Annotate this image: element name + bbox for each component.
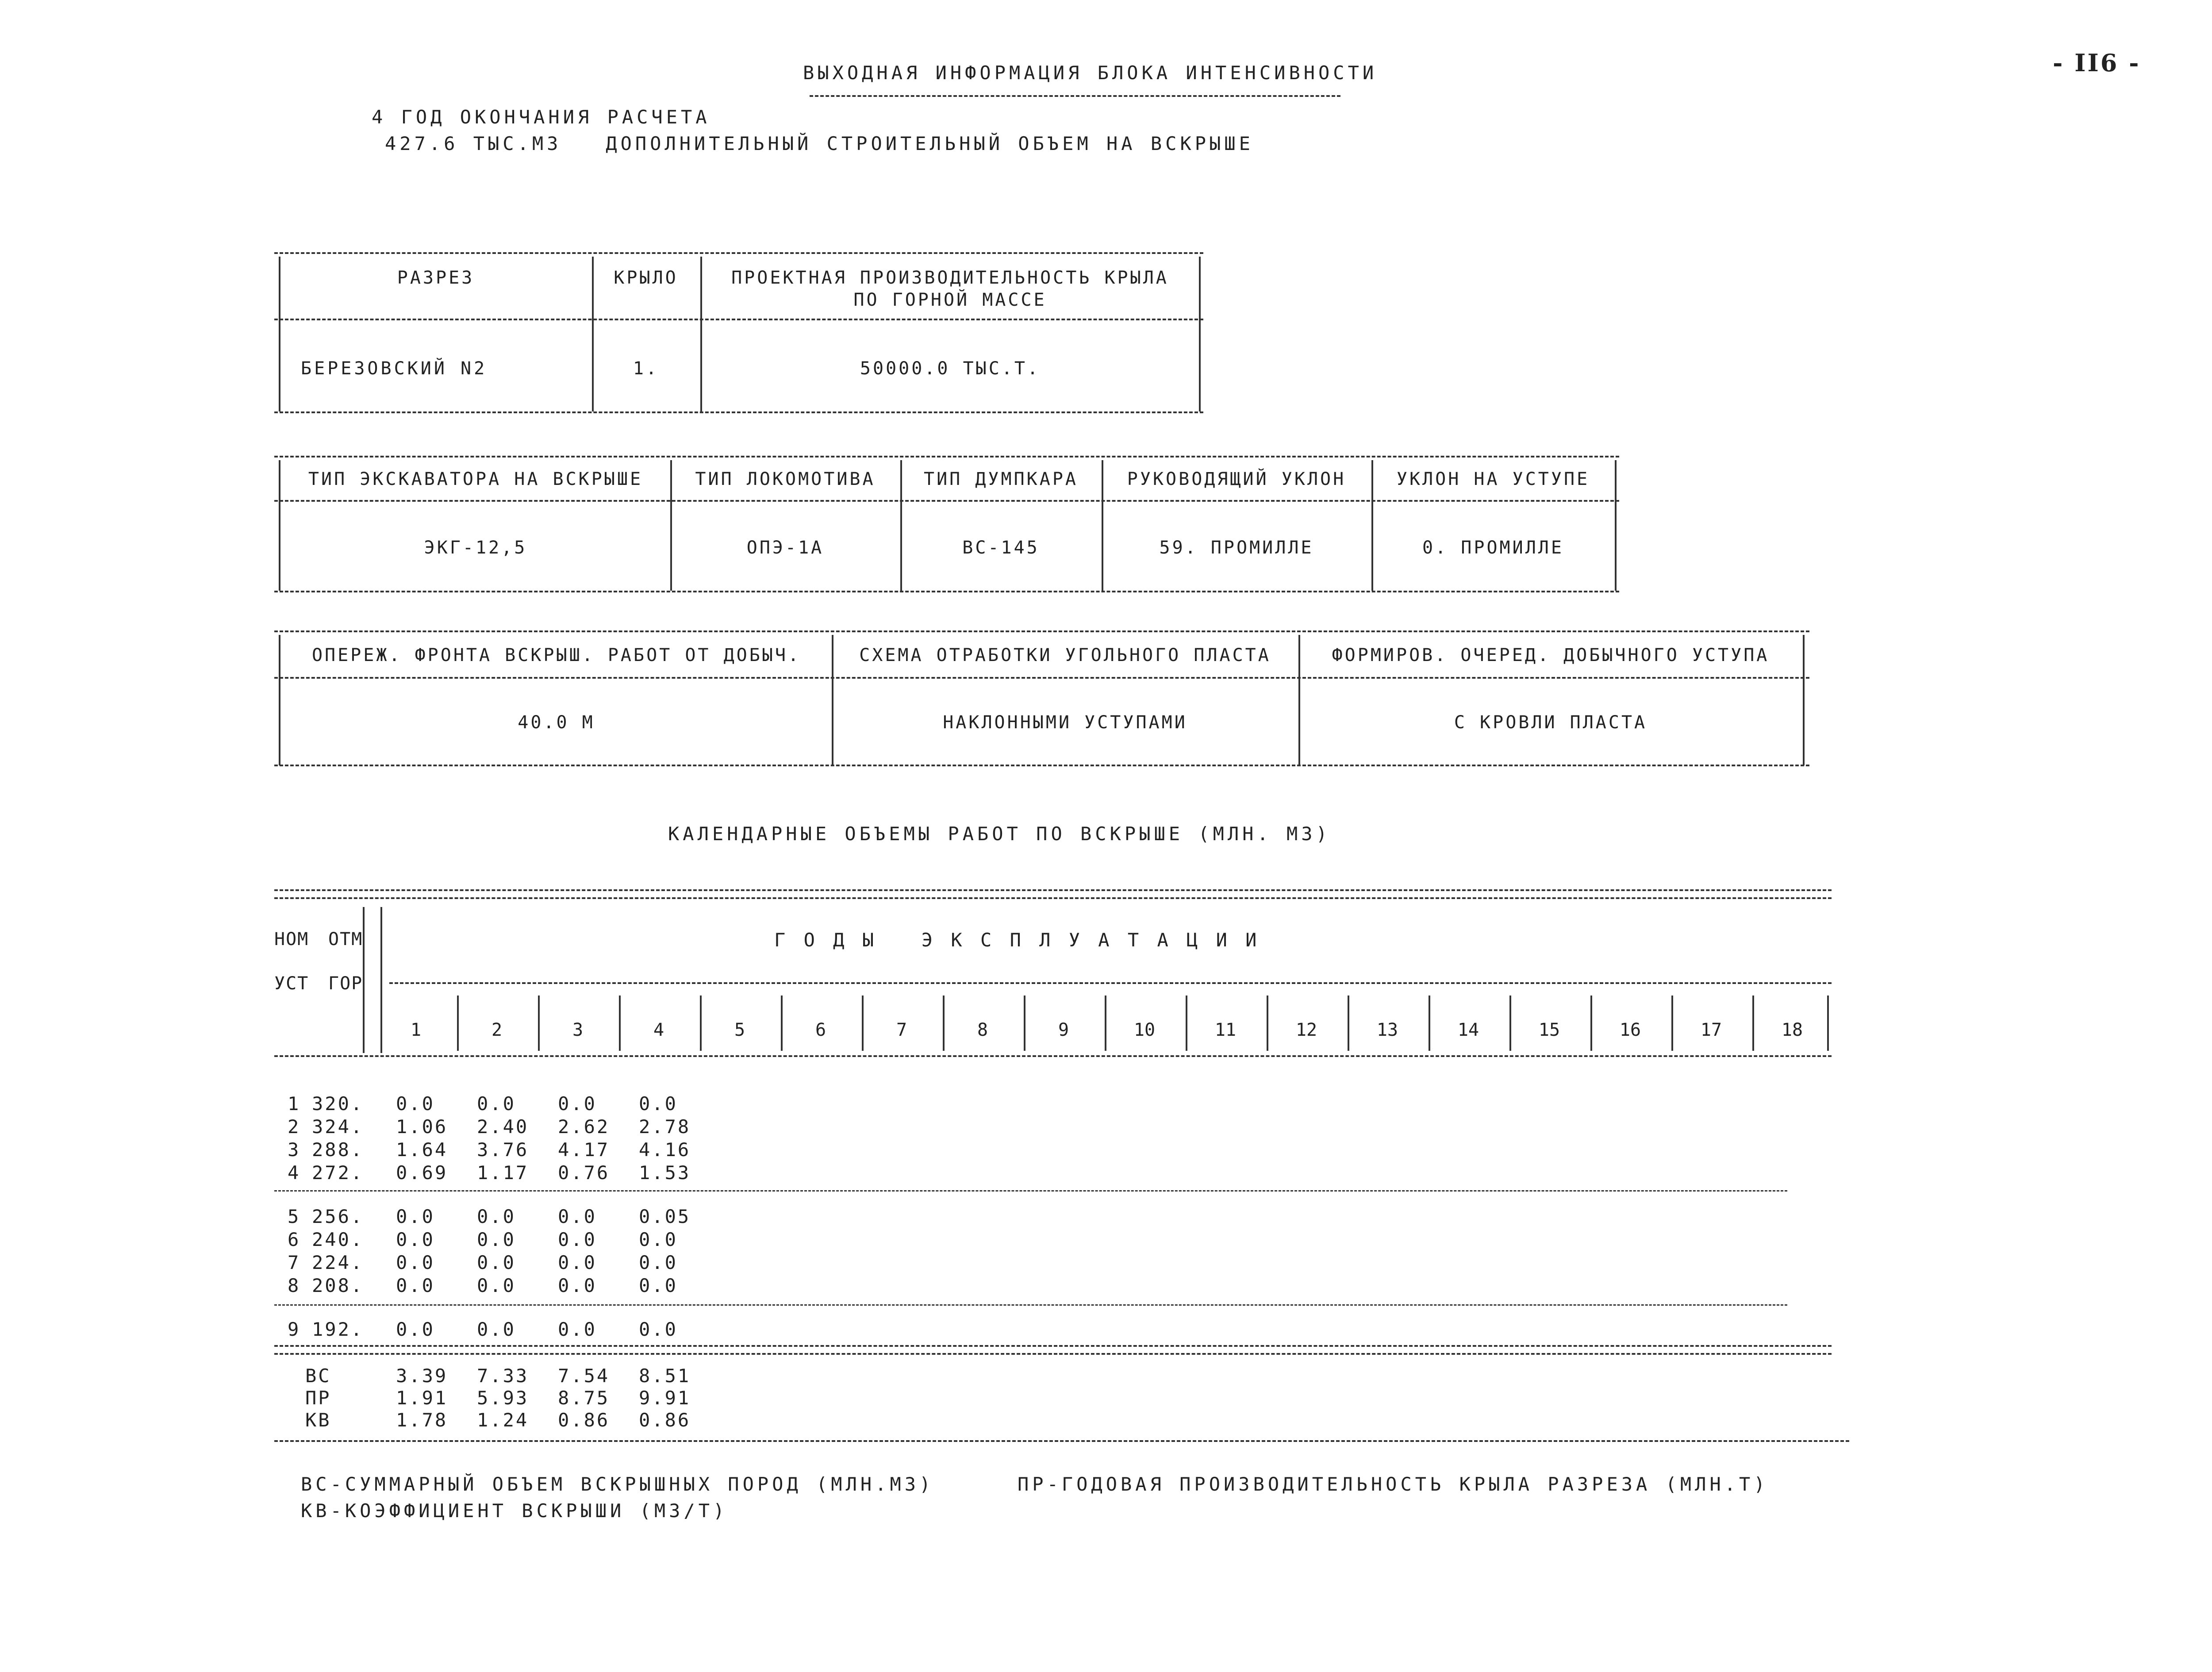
cell-value: 0.0 (558, 1093, 597, 1115)
cell-value: 1.24 (477, 1409, 529, 1431)
year-label: 9 (1058, 1020, 1069, 1040)
year-label: 14 (1457, 1020, 1479, 1040)
header-dumpcar: ТИП ДУМПКАРА (924, 469, 1078, 489)
cell-value: 0.0 (477, 1229, 516, 1250)
cell-value: 0.0 (396, 1252, 435, 1273)
cell-value: 0.86 (558, 1409, 610, 1431)
wing-value: 1. (633, 358, 659, 379)
totals-label: ПР (305, 1387, 331, 1409)
cell-value: 1.17 (477, 1162, 529, 1184)
bench-mark: 240. (312, 1229, 364, 1250)
cell-value: 1.78 (396, 1409, 448, 1431)
bench-no: 4 (288, 1162, 301, 1184)
year-label: 12 (1295, 1020, 1317, 1040)
bench-grade-value: 0. ПРОМИЛЛЕ (1422, 538, 1564, 558)
bench-mark: 324. (312, 1116, 364, 1138)
cell-value: 1.64 (396, 1139, 448, 1161)
bench-no: 9 (288, 1318, 301, 1340)
year-label: 11 (1214, 1020, 1237, 1040)
cell-value: 0.0 (558, 1252, 597, 1273)
bench-no: 7 (288, 1252, 301, 1273)
cell-value: 0.0 (396, 1206, 435, 1227)
totals-label: КВ (305, 1409, 331, 1431)
header-excavator: ТИП ЭКСКАВАТОРА НА ВСКРЫШЕ (308, 469, 643, 489)
bench-no: 5 (288, 1206, 301, 1227)
cell-value: 8.75 (558, 1387, 610, 1409)
year-label: 15 (1538, 1020, 1560, 1040)
bench-no: 2 (288, 1116, 301, 1138)
legend-pr: ПР-ГОДОВАЯ ПРОИЗВОДИТЕЛЬНОСТЬ КРЫЛА РАЗРЕЗА (МЛН.Т) (1018, 1473, 1769, 1495)
cell-value: 0.0 (396, 1318, 435, 1340)
bench-mark: 256. (312, 1206, 364, 1227)
bench-no: 3 (288, 1139, 301, 1161)
title-underline (810, 95, 1340, 97)
bench-mark: 320. (312, 1093, 364, 1115)
legend-vs: ВС-СУММАРНЫЙ ОБЪЕМ ВСКРЫШНЫХ ПОРОД (МЛН.М3) (301, 1473, 934, 1495)
capacity-value: 50000.0 ТЫС.Т. (860, 358, 1041, 379)
year-label: 16 (1619, 1020, 1641, 1040)
header-seam-scheme: СХЕМА ОТРАБОТКИ УГОЛЬНОГО ПЛАСТА (859, 645, 1271, 665)
header-section: РАЗРЕЗ (397, 268, 475, 288)
header-ruling-grade: РУКОВОДЯЩИЙ УКЛОН (1127, 469, 1346, 489)
year-label: 7 (896, 1020, 907, 1040)
cell-value: 0.0 (639, 1275, 678, 1296)
calendar-title: КАЛЕНДАРНЫЕ ОБЪЕМЫ РАБОТ ПО ВСКРЫШЕ (МЛН. М3) (668, 823, 1331, 845)
year-label: 18 (1781, 1020, 1803, 1040)
year-label: 3 (572, 1020, 584, 1040)
bench-no: 8 (288, 1275, 301, 1296)
cell-value: 1.53 (639, 1162, 691, 1184)
header-bench-grade: УКЛОН НА УСТУПЕ (1396, 469, 1590, 489)
cell-value: 0.0 (639, 1252, 678, 1273)
year-label: 1 (410, 1020, 422, 1040)
cell-value: 3.39 (396, 1365, 448, 1387)
year-label: 10 (1133, 1020, 1156, 1040)
bench-mark: 272. (312, 1162, 364, 1184)
group-separator (274, 1304, 1787, 1306)
header-bench-no-1: НОМ (274, 929, 309, 949)
year-label: 6 (815, 1020, 826, 1040)
header-front-advance: ОПЕРЕЖ. ФРОНТА ВСКРЫШ. РАБОТ ОТ ДОБЫЧ. (311, 645, 801, 665)
year-label: 8 (977, 1020, 988, 1040)
cell-value: 0.0 (477, 1093, 516, 1115)
cell-value: 0.69 (396, 1162, 448, 1184)
year-label: 17 (1700, 1020, 1722, 1040)
section-name: БЕРЕЗОВСКИЙ N2 (301, 358, 488, 379)
cell-value: 0.0 (639, 1318, 678, 1340)
years-title: Г О Д Ы Э К С П Л У А Т А Ц И И (774, 929, 1260, 951)
bench-no: 1 (288, 1093, 301, 1115)
bench-mark: 224. (312, 1252, 364, 1273)
cell-value: 0.0 (396, 1229, 435, 1250)
year-label: 2 (491, 1020, 503, 1040)
cell-value: 2.40 (477, 1116, 529, 1138)
cell-value: 0.0 (477, 1206, 516, 1227)
cell-value: 0.0 (558, 1275, 597, 1296)
cell-value: 5.93 (477, 1387, 529, 1409)
header-mark-2: ГОР (328, 973, 363, 994)
cell-value: 1.91 (396, 1387, 448, 1409)
year-label: 4 (653, 1020, 664, 1040)
cell-value: 0.0 (639, 1093, 678, 1115)
cell-value: 8.51 (639, 1365, 691, 1387)
page-number: - II6 - (2053, 49, 2141, 77)
bench-mark: 192. (312, 1318, 364, 1340)
cell-value: 2.78 (639, 1116, 691, 1138)
header-wing: КРЫЛО (614, 268, 678, 288)
cell-value: 0.05 (639, 1206, 691, 1227)
cell-value: 0.0 (639, 1229, 678, 1250)
bench-mark: 288. (312, 1139, 364, 1161)
year-label: 13 (1376, 1020, 1398, 1040)
cell-value: 1.06 (396, 1116, 448, 1138)
cell-value: 0.0 (558, 1318, 597, 1340)
group-separator (274, 1190, 1787, 1192)
cell-value: 4.17 (558, 1139, 610, 1161)
totals-label: ВС (305, 1365, 331, 1387)
excavator-value: ЭКГ-12,5 (424, 538, 527, 558)
cell-value: 7.33 (477, 1365, 529, 1387)
header-capacity-line2: ПО ГОРНОЙ МАССЕ (853, 290, 1047, 310)
seam-scheme-value: НАКЛОННЫМИ УСТУПАМИ (943, 712, 1187, 733)
cell-value: 2.62 (558, 1116, 610, 1138)
bench-mark: 208. (312, 1275, 364, 1296)
cell-value: 0.0 (477, 1275, 516, 1296)
header-bench-forming: ФОРМИРОВ. ОЧЕРЕД. ДОБЫЧНОГО УСТУПА (1332, 645, 1770, 665)
dumpcar-value: ВС-145 (962, 538, 1040, 558)
cell-value: 0.0 (477, 1252, 516, 1273)
locomotive-value: ОПЭ-1А (746, 538, 824, 558)
cell-value: 0.76 (558, 1162, 610, 1184)
document-title: ВЫХОДНАЯ ИНФОРМАЦИЯ БЛОКА ИНТЕНСИВНОСТИ (803, 62, 1378, 84)
extra-volume-line: 427.6 ТЫС.М3 ДОПОЛНИТЕЛЬНЫЙ СТРОИТЕЛЬНЫЙ ОБЪЕМ НА ВСКРЫШЕ (385, 133, 1254, 154)
cell-value: 0.0 (396, 1093, 435, 1115)
cell-value: 4.16 (639, 1139, 691, 1161)
cell-value: 0.86 (639, 1409, 691, 1431)
bench-forming-value: С КРОВЛИ ПЛАСТА (1454, 712, 1647, 733)
cell-value: 3.76 (477, 1139, 529, 1161)
bench-no: 6 (288, 1229, 301, 1250)
cell-value: 0.0 (558, 1229, 597, 1250)
cell-value: 0.0 (558, 1206, 597, 1227)
header-capacity-line1: ПРОЕКТНАЯ ПРОИЗВОДИТЕЛЬНОСТЬ КРЫЛА (731, 268, 1169, 288)
year-label: 5 (734, 1020, 745, 1040)
front-advance-value: 40.0 М (518, 712, 595, 733)
cell-value: 0.0 (396, 1275, 435, 1296)
legend-kv: КВ-КОЭФФИЦИЕНТ ВСКРЫШИ (М3/Т) (301, 1500, 728, 1522)
ruling-grade-value: 59. ПРОМИЛЛЕ (1159, 538, 1314, 558)
header-locomotive: ТИП ЛОКОМОТИВА (695, 469, 876, 489)
header-bench-no-2: УСТ (274, 973, 309, 994)
header-mark-1: ОТМ (328, 929, 363, 949)
cell-value: 9.91 (639, 1387, 691, 1409)
cell-value: 7.54 (558, 1365, 610, 1387)
cell-value: 0.0 (477, 1318, 516, 1340)
end-year-line: 4 ГОД ОКОНЧАНИЯ РАСЧЕТА (372, 106, 710, 128)
